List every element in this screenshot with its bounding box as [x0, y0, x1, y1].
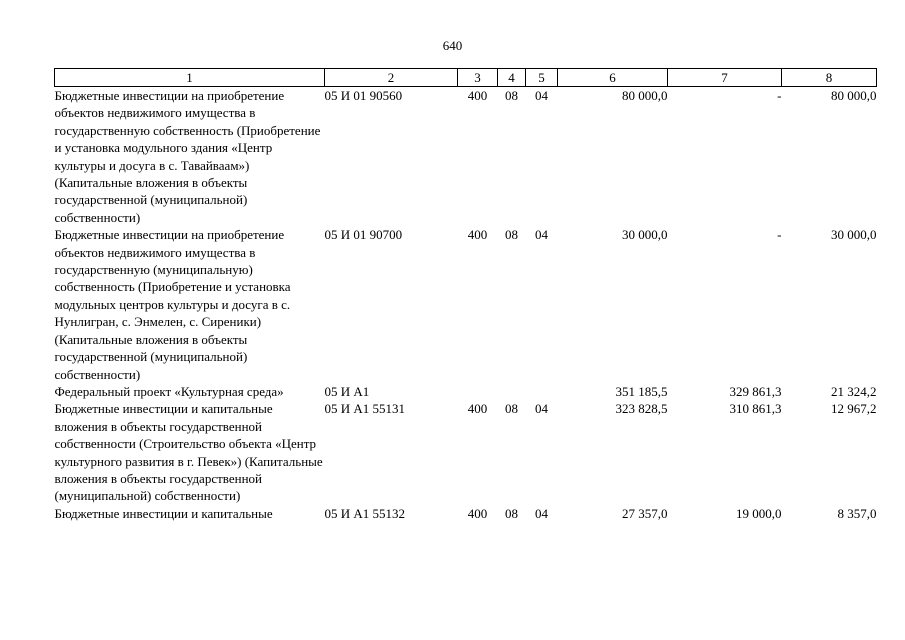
table-row	[55, 87, 877, 227]
target-code: 05 И А1	[324, 383, 370, 399]
amount-regional: 12 967,2	[831, 401, 877, 417]
table-row	[55, 400, 877, 504]
subsection	[526, 383, 558, 400]
amount-regional: 21 324,2	[831, 383, 877, 399]
section	[498, 383, 526, 400]
amount-total: 80 000,0	[622, 88, 668, 103]
column-header-6: 6	[558, 69, 668, 87]
column-header-8: 8	[782, 69, 877, 87]
item-name: Федеральный проект «Культурная среда»	[54, 383, 284, 399]
amount-federal: 19 000,0	[736, 505, 782, 521]
item-name: Бюджетные инвестиции на приобретение объектов недвижимого имущества в государственную собственность (Приобретение и установка модульного здания «Центр культуры и досуга в с. Тавайваам») (Капитальные вложения в объекты государственной (муниципальной) собственности)	[54, 88, 321, 225]
column-header-2: 2	[325, 69, 458, 87]
amount-total: 323 828,5	[615, 401, 668, 417]
item-name: Бюджетные инвестиции и капитальные вложения в объекты государственной собственности (Строительство объекта «Центр культурного развития в г. Певек») (Капитальные вложения в объекты государственной (муниципальной) собственности)	[54, 401, 323, 504]
amount-federal: -	[777, 88, 782, 103]
table-row	[55, 383, 877, 400]
item-name: Бюджетные инвестиции на приобретение объектов недвижимого имущества в государственную (муниципальную) собственность (Приобретение и установка модульных центров культуры и досуга в с. Нунлигран, с. Энмелен, с. Сиреники) (Капитальные вложения в объекты государственной (муниципальной) собственности)	[54, 227, 291, 382]
amount-total: 351 185,5	[615, 383, 668, 399]
amount-federal: 310 861,3	[729, 401, 782, 417]
budget-table	[54, 68, 877, 522]
amount-total: 27 357,0	[622, 505, 668, 521]
column-header-3: 3	[458, 69, 498, 87]
subsection: 04	[535, 88, 548, 103]
subsection: 04	[535, 505, 548, 521]
subsection: 04	[535, 227, 548, 243]
expense-type: 400	[467, 505, 488, 521]
expense-type: 400	[467, 401, 488, 417]
target-code: 05 И А1 55131	[324, 401, 406, 417]
column-number-row	[55, 69, 877, 87]
table-row	[55, 505, 877, 522]
amount-regional: 8 357,0	[837, 505, 877, 521]
section: 08	[505, 505, 518, 521]
amount-total: 30 000,0	[622, 227, 668, 243]
column-header-1: 1	[55, 69, 325, 87]
section: 08	[505, 227, 518, 243]
amount-regional: 30 000,0	[831, 227, 877, 243]
amount-regional: 80 000,0	[831, 88, 877, 103]
item-name: Бюджетные инвестиции и капитальные	[54, 505, 273, 521]
expense-type	[458, 383, 498, 400]
expense-type: 400	[467, 88, 488, 103]
column-header-5: 5	[526, 69, 558, 87]
expense-type: 400	[467, 227, 488, 243]
table-row	[55, 226, 877, 383]
amount-federal: 329 861,3	[729, 383, 782, 399]
subsection: 04	[535, 401, 548, 417]
section: 08	[505, 401, 518, 417]
page-number: 640	[442, 38, 463, 53]
section: 08	[505, 88, 518, 103]
target-code: 05 И А1 55132	[324, 505, 406, 521]
column-header-4: 4	[498, 69, 526, 87]
column-header-7: 7	[668, 69, 782, 87]
amount-federal: -	[777, 227, 782, 243]
target-code: 05 И 01 90560	[324, 88, 403, 103]
target-code: 05 И 01 90700	[324, 227, 403, 243]
